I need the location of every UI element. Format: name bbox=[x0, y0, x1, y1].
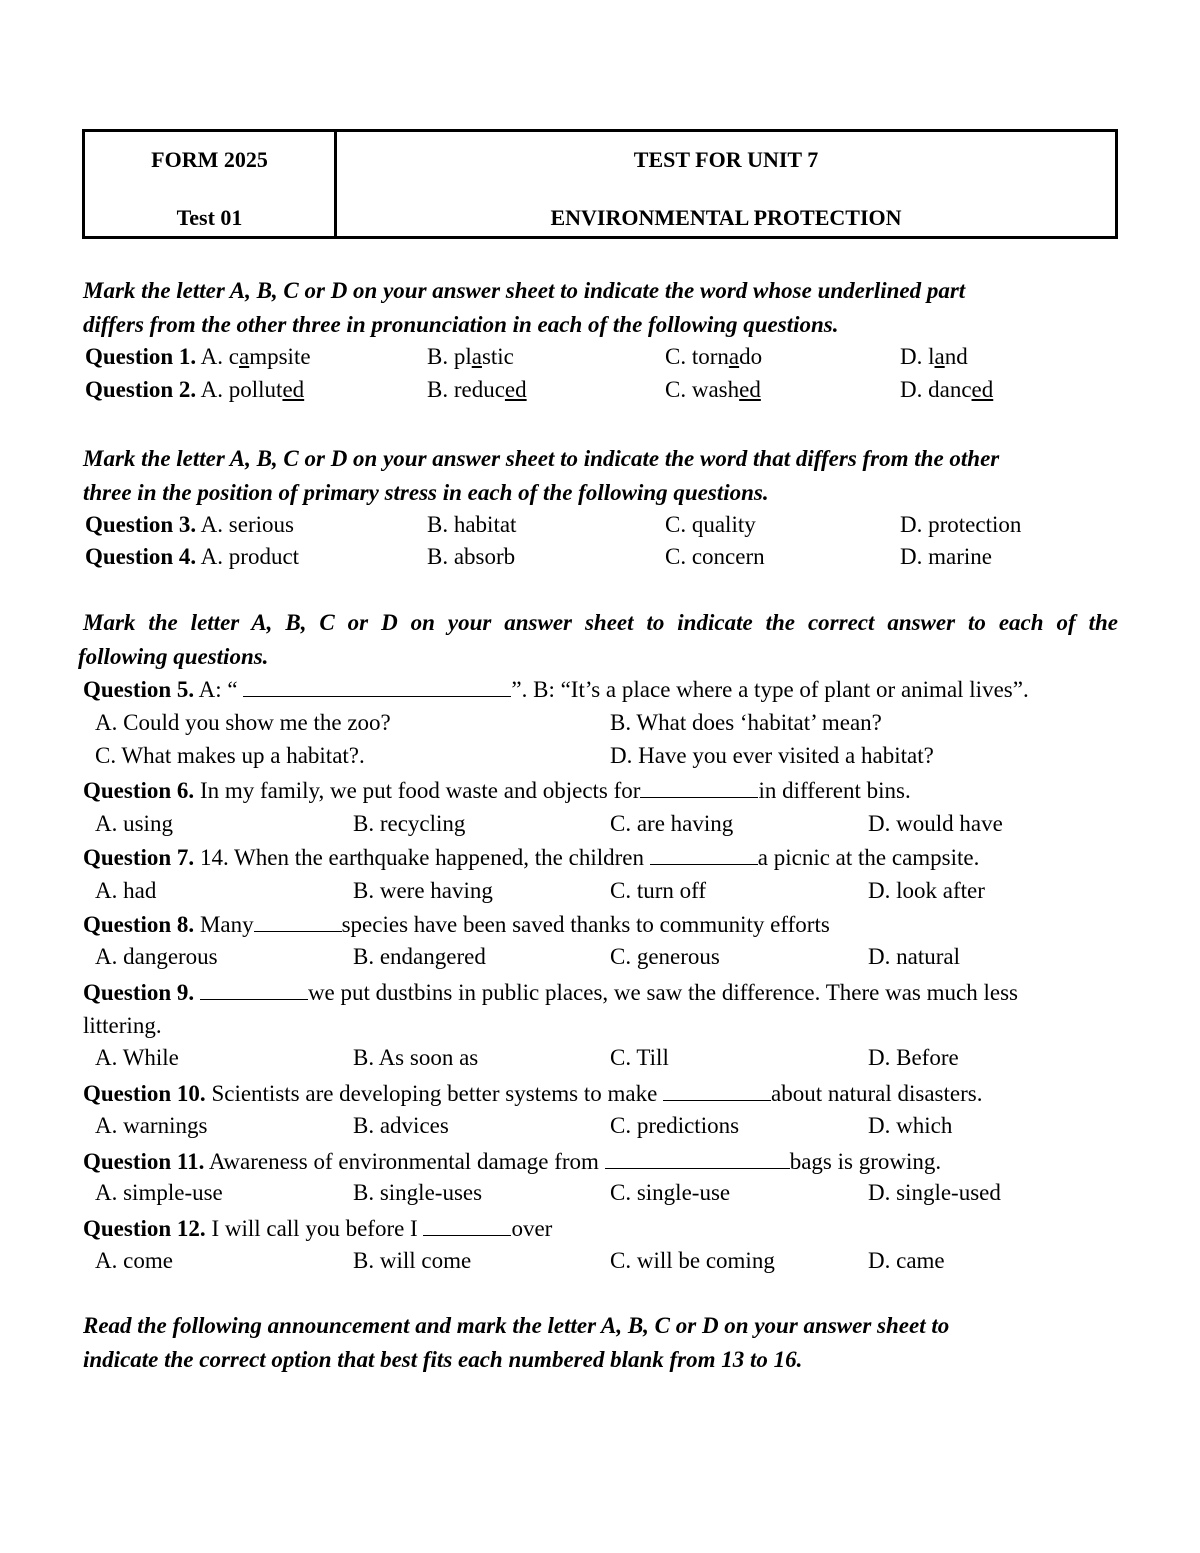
option-c: C. torn bbox=[665, 344, 729, 369]
stem-text-line2: littering. bbox=[83, 1013, 162, 1038]
stem-text-end: a picnic at the campsite. bbox=[757, 845, 980, 870]
answer-blank bbox=[650, 844, 758, 865]
answer-blank bbox=[243, 676, 511, 697]
section3-instruction bbox=[78, 606, 1118, 674]
test-number: Test 01 bbox=[176, 205, 243, 230]
question-11-stem bbox=[83, 1145, 1123, 1178]
question-8-options bbox=[95, 940, 1135, 973]
question-9-options bbox=[95, 1041, 1135, 1074]
option-d: D. Have you ever visited a habitat? bbox=[610, 743, 934, 768]
option-a: A. Could you show me the zoo? bbox=[95, 710, 391, 735]
question-12-stem bbox=[83, 1212, 1123, 1245]
option-a: A. using bbox=[95, 811, 173, 836]
question-label: Question 1. bbox=[85, 344, 197, 369]
question-label: Question 10. bbox=[83, 1081, 206, 1106]
question-7-stem bbox=[83, 841, 1123, 874]
question-1 bbox=[85, 340, 1125, 373]
section1-instruction-line1: Mark the letter A, B, C or D on your answer sheet to indicate the word whose underlined part bbox=[83, 278, 966, 303]
question-10-options bbox=[95, 1109, 1135, 1142]
option-a: A. warnings bbox=[95, 1113, 208, 1138]
question-label: Question 3. bbox=[85, 512, 197, 537]
question-label: Question 7. bbox=[83, 845, 195, 870]
option-c: C. will be coming bbox=[610, 1248, 775, 1273]
section2-instruction bbox=[83, 442, 1118, 510]
option-a: A. pollut bbox=[200, 377, 283, 402]
question-5-options-row2 bbox=[95, 739, 1135, 772]
answer-blank bbox=[200, 979, 308, 1000]
question-11-options bbox=[95, 1176, 1135, 1209]
section2-instruction-line2: three in the position of primary stress in each of the following questions. bbox=[83, 480, 769, 505]
question-label: Question 4. bbox=[85, 544, 197, 569]
option-b: B. single-uses bbox=[353, 1180, 483, 1205]
question-10-stem bbox=[83, 1077, 1123, 1110]
option-b: B. As soon as bbox=[353, 1045, 479, 1070]
option-d: D. marine bbox=[900, 544, 992, 569]
question-6-stem bbox=[83, 774, 1123, 807]
question-label: Question 5. bbox=[83, 677, 195, 702]
option-a: A. had bbox=[95, 878, 157, 903]
option-d: D. look after bbox=[868, 878, 985, 903]
option-b: B. habitat bbox=[427, 512, 517, 537]
underlined-part: a bbox=[239, 344, 250, 369]
underlined-part: ed bbox=[282, 377, 305, 402]
answer-blank bbox=[423, 1215, 511, 1236]
section1-instruction-line2: differs from the other three in pronunciation in each of the following questions. bbox=[83, 312, 839, 337]
header-right-cell bbox=[337, 132, 1115, 236]
question-label: Question 9. bbox=[83, 980, 195, 1005]
header-table bbox=[82, 129, 1118, 239]
option-c: C. concern bbox=[665, 544, 765, 569]
underlined-part: ed bbox=[971, 377, 994, 402]
option-c: C. What makes up a habitat?. bbox=[95, 743, 365, 768]
question-5-options-row1 bbox=[95, 706, 1135, 739]
question-label: Question 8. bbox=[83, 912, 195, 937]
option-b: B. advices bbox=[353, 1113, 449, 1138]
stem-text-end: ”. B: “It’s a place where a type of plant or animal lives”. bbox=[511, 677, 1029, 702]
stem-text-end: we put dustbins in public places, we saw the difference. There was much less bbox=[307, 980, 1018, 1005]
option-b: B. will come bbox=[353, 1248, 472, 1273]
question-12-options bbox=[95, 1244, 1135, 1277]
test-subtitle: ENVIRONMENTAL PROTECTION bbox=[550, 205, 902, 230]
stem-text-end: species have been saved thanks to community efforts bbox=[341, 912, 830, 937]
question-3 bbox=[85, 508, 1125, 541]
section4-instruction bbox=[83, 1309, 1118, 1377]
option-d: D. l bbox=[900, 344, 935, 369]
option-a: A. product bbox=[200, 544, 300, 569]
option-b-rest: stic bbox=[481, 344, 514, 369]
stem-text-end: over bbox=[511, 1216, 553, 1241]
underlined-part: a bbox=[728, 344, 740, 369]
option-b: B. pl bbox=[427, 344, 472, 369]
option-a: A. While bbox=[95, 1045, 179, 1070]
option-b: B. reduc bbox=[427, 377, 505, 402]
option-d: D. which bbox=[868, 1113, 953, 1138]
question-6-options bbox=[95, 807, 1135, 840]
question-label: Question 2. bbox=[85, 377, 197, 402]
option-a: A. serious bbox=[200, 512, 294, 537]
section4-instruction-line2: indicate the correct option that best fits each numbered blank from 13 to 16. bbox=[83, 1347, 803, 1372]
option-a: A. simple-use bbox=[95, 1180, 223, 1205]
option-d: D. protection bbox=[900, 512, 1022, 537]
stem-text: Awareness of environmental damage from bbox=[204, 1149, 605, 1174]
stem-text: Scientists are developing better systems to make bbox=[205, 1081, 664, 1106]
option-b: B. What does ‘habitat’ mean? bbox=[610, 710, 882, 735]
question-4 bbox=[85, 540, 1125, 573]
question-9-stem bbox=[83, 976, 1123, 1042]
option-b: B. endangered bbox=[353, 944, 486, 969]
option-c: C. predictions bbox=[610, 1113, 740, 1138]
section3-instruction-line1: Mark the letter A, B, C or D on your answer sheet to indicate the correct answer to each of the bbox=[83, 610, 1118, 635]
question-2 bbox=[85, 373, 1125, 406]
option-d: D. would have bbox=[868, 811, 1003, 836]
stem-text-end: bags is growing. bbox=[789, 1149, 942, 1174]
option-c: C. single-use bbox=[610, 1180, 731, 1205]
stem-text: 14. When the earthquake happened, the children bbox=[194, 845, 650, 870]
option-d: D. danc bbox=[900, 377, 972, 402]
stem-text: In my family, we put food waste and objects for bbox=[194, 778, 641, 803]
question-5-stem bbox=[83, 673, 1123, 706]
question-label: Question 12. bbox=[83, 1216, 206, 1241]
stem-text: I will call you before I bbox=[205, 1216, 424, 1241]
underlined-part: a bbox=[471, 344, 482, 369]
answer-blank bbox=[254, 911, 342, 932]
option-a: A. c bbox=[200, 344, 239, 369]
option-d: D. natural bbox=[868, 944, 960, 969]
answer-blank bbox=[663, 1080, 771, 1101]
option-c: C. Till bbox=[610, 1045, 669, 1070]
answer-blank bbox=[605, 1148, 790, 1169]
option-c-rest: do bbox=[739, 344, 763, 369]
question-7-options bbox=[95, 874, 1135, 907]
stem-text: Many bbox=[194, 912, 254, 937]
option-c: C. generous bbox=[610, 944, 720, 969]
option-a: A. come bbox=[95, 1248, 173, 1273]
form-label: FORM 2025 bbox=[151, 147, 268, 172]
option-a: A. dangerous bbox=[95, 944, 218, 969]
test-title: TEST FOR UNIT 7 bbox=[633, 147, 819, 172]
header-left-cell bbox=[85, 132, 337, 236]
question-label: Question 6. bbox=[83, 778, 195, 803]
option-b: B. recycling bbox=[353, 811, 466, 836]
underlined-part: ed bbox=[739, 377, 761, 402]
option-d: D. single-used bbox=[868, 1180, 1001, 1205]
section2-instruction-line1: Mark the letter A, B, C or D on your answer sheet to indicate the word that differs from the other bbox=[83, 446, 1000, 471]
stem-text-end: in different bins. bbox=[758, 778, 911, 803]
section4-instruction-line1: Read the following announcement and mark the letter A, B, C or D on your answer sheet to bbox=[83, 1313, 950, 1338]
option-a-rest: mpsite bbox=[249, 344, 311, 369]
option-d: D. came bbox=[868, 1248, 945, 1273]
option-b: B. were having bbox=[353, 878, 493, 903]
question-8-stem bbox=[83, 908, 1123, 941]
option-c: C. turn off bbox=[610, 878, 707, 903]
option-c: C. are having bbox=[610, 811, 734, 836]
underlined-part: a bbox=[934, 344, 945, 369]
question-label: Question 11. bbox=[83, 1149, 205, 1174]
option-b: B. absorb bbox=[427, 544, 516, 569]
option-c: C. quality bbox=[665, 512, 756, 537]
option-d: D. Before bbox=[868, 1045, 959, 1070]
answer-blank bbox=[640, 777, 758, 798]
section3-instruction-line2: following questions. bbox=[78, 644, 269, 669]
option-d-rest: nd bbox=[944, 344, 968, 369]
underlined-part: ed bbox=[504, 377, 527, 402]
stem-text-end: about natural disasters. bbox=[771, 1081, 983, 1106]
option-c: C. wash bbox=[665, 377, 740, 402]
section1-instruction bbox=[83, 274, 1118, 342]
stem-text: A: “ bbox=[194, 677, 244, 702]
